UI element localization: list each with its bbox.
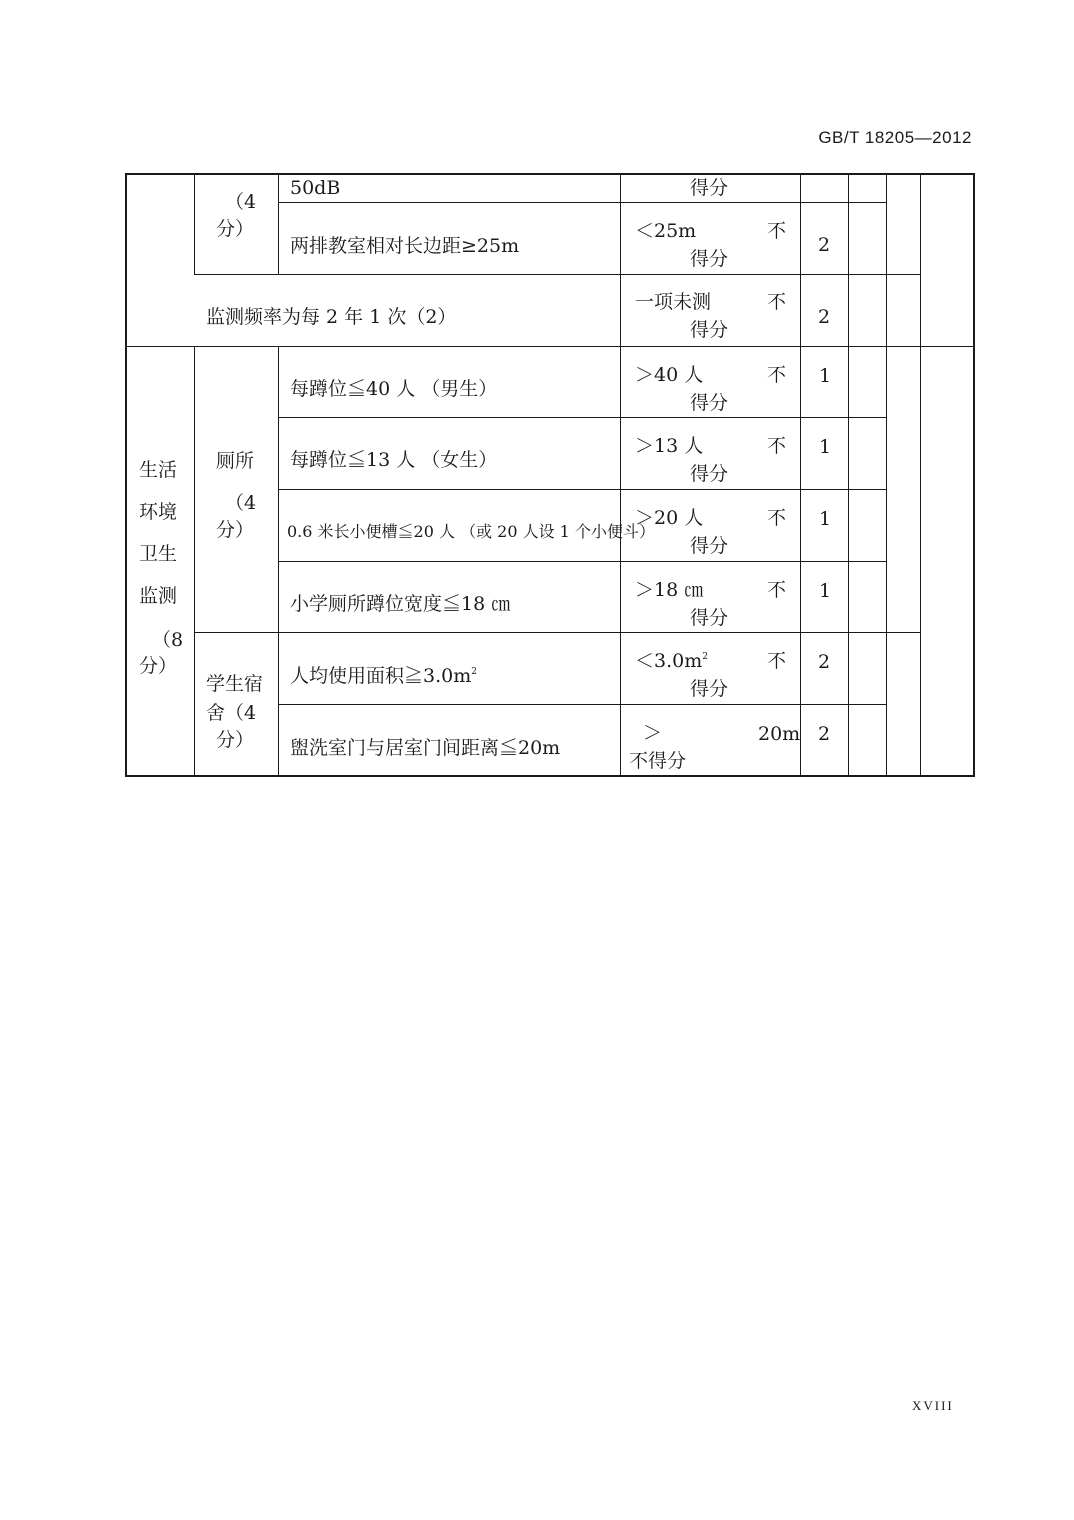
row-item: 每蹲位≦40 人 （男生） bbox=[290, 378, 498, 400]
row-score: 1 bbox=[819, 365, 832, 387]
row-criterion: ＞18 ㎝ bbox=[635, 579, 704, 601]
row-item: 监测频率为每 2 年 1 次（2） bbox=[206, 306, 457, 328]
row-criterion-right: 不 bbox=[767, 579, 787, 601]
row-score: 2 bbox=[818, 234, 831, 256]
row-criterion-right: 不 bbox=[767, 507, 787, 529]
row-criterion: ＜25m bbox=[635, 220, 697, 242]
row-divider bbox=[194, 632, 921, 633]
category-line: 分） bbox=[139, 655, 178, 677]
row-score: 1 bbox=[819, 436, 832, 458]
col-divider bbox=[800, 173, 801, 776]
col-divider bbox=[194, 346, 195, 776]
page-number: XVIII bbox=[912, 1398, 954, 1413]
row-score: 2 bbox=[818, 723, 831, 745]
dorm-title: 学生宿 bbox=[206, 673, 264, 695]
row-criterion-right: 不 bbox=[767, 364, 787, 386]
category-line: 生活 bbox=[139, 459, 178, 481]
col-divider bbox=[886, 173, 887, 776]
row-criterion-right: 不 bbox=[767, 435, 787, 457]
row-criterion: 得分 bbox=[690, 177, 729, 199]
row-criterion-right: 不 bbox=[767, 650, 787, 672]
standard-code: GB/T 18205—2012 bbox=[818, 128, 972, 147]
row-item-sup: 2 bbox=[471, 667, 477, 677]
toilet-score-line2: 分） bbox=[216, 519, 255, 541]
row-item-text: 人均使用面积≧3.0m bbox=[290, 665, 472, 687]
row-score: 1 bbox=[819, 580, 832, 602]
row-divider bbox=[278, 417, 886, 418]
row-criterion: ＞20 人 bbox=[635, 507, 704, 529]
row-divider bbox=[278, 561, 886, 562]
row-criterion-right: 20m bbox=[758, 723, 801, 745]
toilet-title: 厕所 bbox=[216, 450, 255, 472]
row-criterion-b: 得分 bbox=[690, 319, 729, 341]
row-item: 小学厕所蹲位宽度≦18 ㎝ bbox=[290, 593, 511, 615]
col-divider bbox=[620, 173, 621, 776]
row-criterion-b: 得分 bbox=[690, 607, 729, 629]
row-item: 每蹲位≦13 人 （女生） bbox=[290, 449, 498, 471]
row-score: 2 bbox=[818, 306, 831, 328]
col-divider bbox=[194, 173, 195, 275]
table-right-border bbox=[973, 173, 975, 777]
row-criterion-right: 不 bbox=[767, 220, 787, 242]
col-divider bbox=[848, 173, 849, 776]
row-criterion-b: 得分 bbox=[690, 463, 729, 485]
row-criterion-b: 得分 bbox=[690, 392, 729, 414]
row-item bbox=[290, 667, 477, 686]
row-criterion-b: 得分 bbox=[690, 535, 729, 557]
row-score: 1 bbox=[819, 508, 832, 530]
category-line: 卫生 bbox=[139, 543, 178, 565]
toilet-score-line1: （4 bbox=[225, 492, 257, 514]
row-divider bbox=[278, 704, 886, 705]
table-left-border bbox=[125, 173, 127, 777]
row-criterion bbox=[635, 652, 708, 671]
row-criterion: ＞13 人 bbox=[635, 435, 704, 457]
row-divider bbox=[278, 489, 886, 490]
row-divider bbox=[125, 346, 975, 347]
row-item: 两排教室相对长边距≥25m bbox=[290, 235, 520, 257]
row-criterion-b: 得分 bbox=[690, 248, 729, 270]
row-score: 2 bbox=[818, 651, 831, 673]
row-criterion-text: ＜3.0m bbox=[635, 650, 703, 672]
cont-sub-score-line2: 分） bbox=[216, 218, 255, 240]
category-line: 监测 bbox=[139, 585, 178, 607]
row-criterion-sup: 2 bbox=[702, 652, 708, 662]
dorm-score-line1: 舍（4 bbox=[206, 702, 257, 724]
row-item: 50dB bbox=[290, 177, 341, 199]
row-divider bbox=[194, 274, 921, 275]
category-line: 环境 bbox=[139, 501, 178, 523]
row-criterion: 一项未测 bbox=[635, 291, 712, 313]
row-criterion-right: 不 bbox=[767, 291, 787, 313]
row-item: 0.6 米长小便槽≦20 人 （或 20 人设 1 个小便斗） bbox=[287, 522, 655, 541]
dorm-score-line2: 分） bbox=[216, 729, 255, 751]
row-criterion: ＞40 人 bbox=[635, 364, 704, 386]
row-item: 盥洗室门与居室门间距离≦20m bbox=[290, 737, 561, 759]
col-divider bbox=[278, 173, 279, 275]
col-divider bbox=[920, 173, 921, 776]
row-criterion: ＞ bbox=[643, 722, 663, 744]
cont-sub-score-line1: （4 bbox=[225, 191, 257, 213]
row-criterion-b: 不得分 bbox=[629, 750, 687, 772]
category-line: （8 bbox=[152, 629, 184, 651]
row-criterion-b: 得分 bbox=[690, 678, 729, 700]
row-divider bbox=[278, 202, 886, 203]
